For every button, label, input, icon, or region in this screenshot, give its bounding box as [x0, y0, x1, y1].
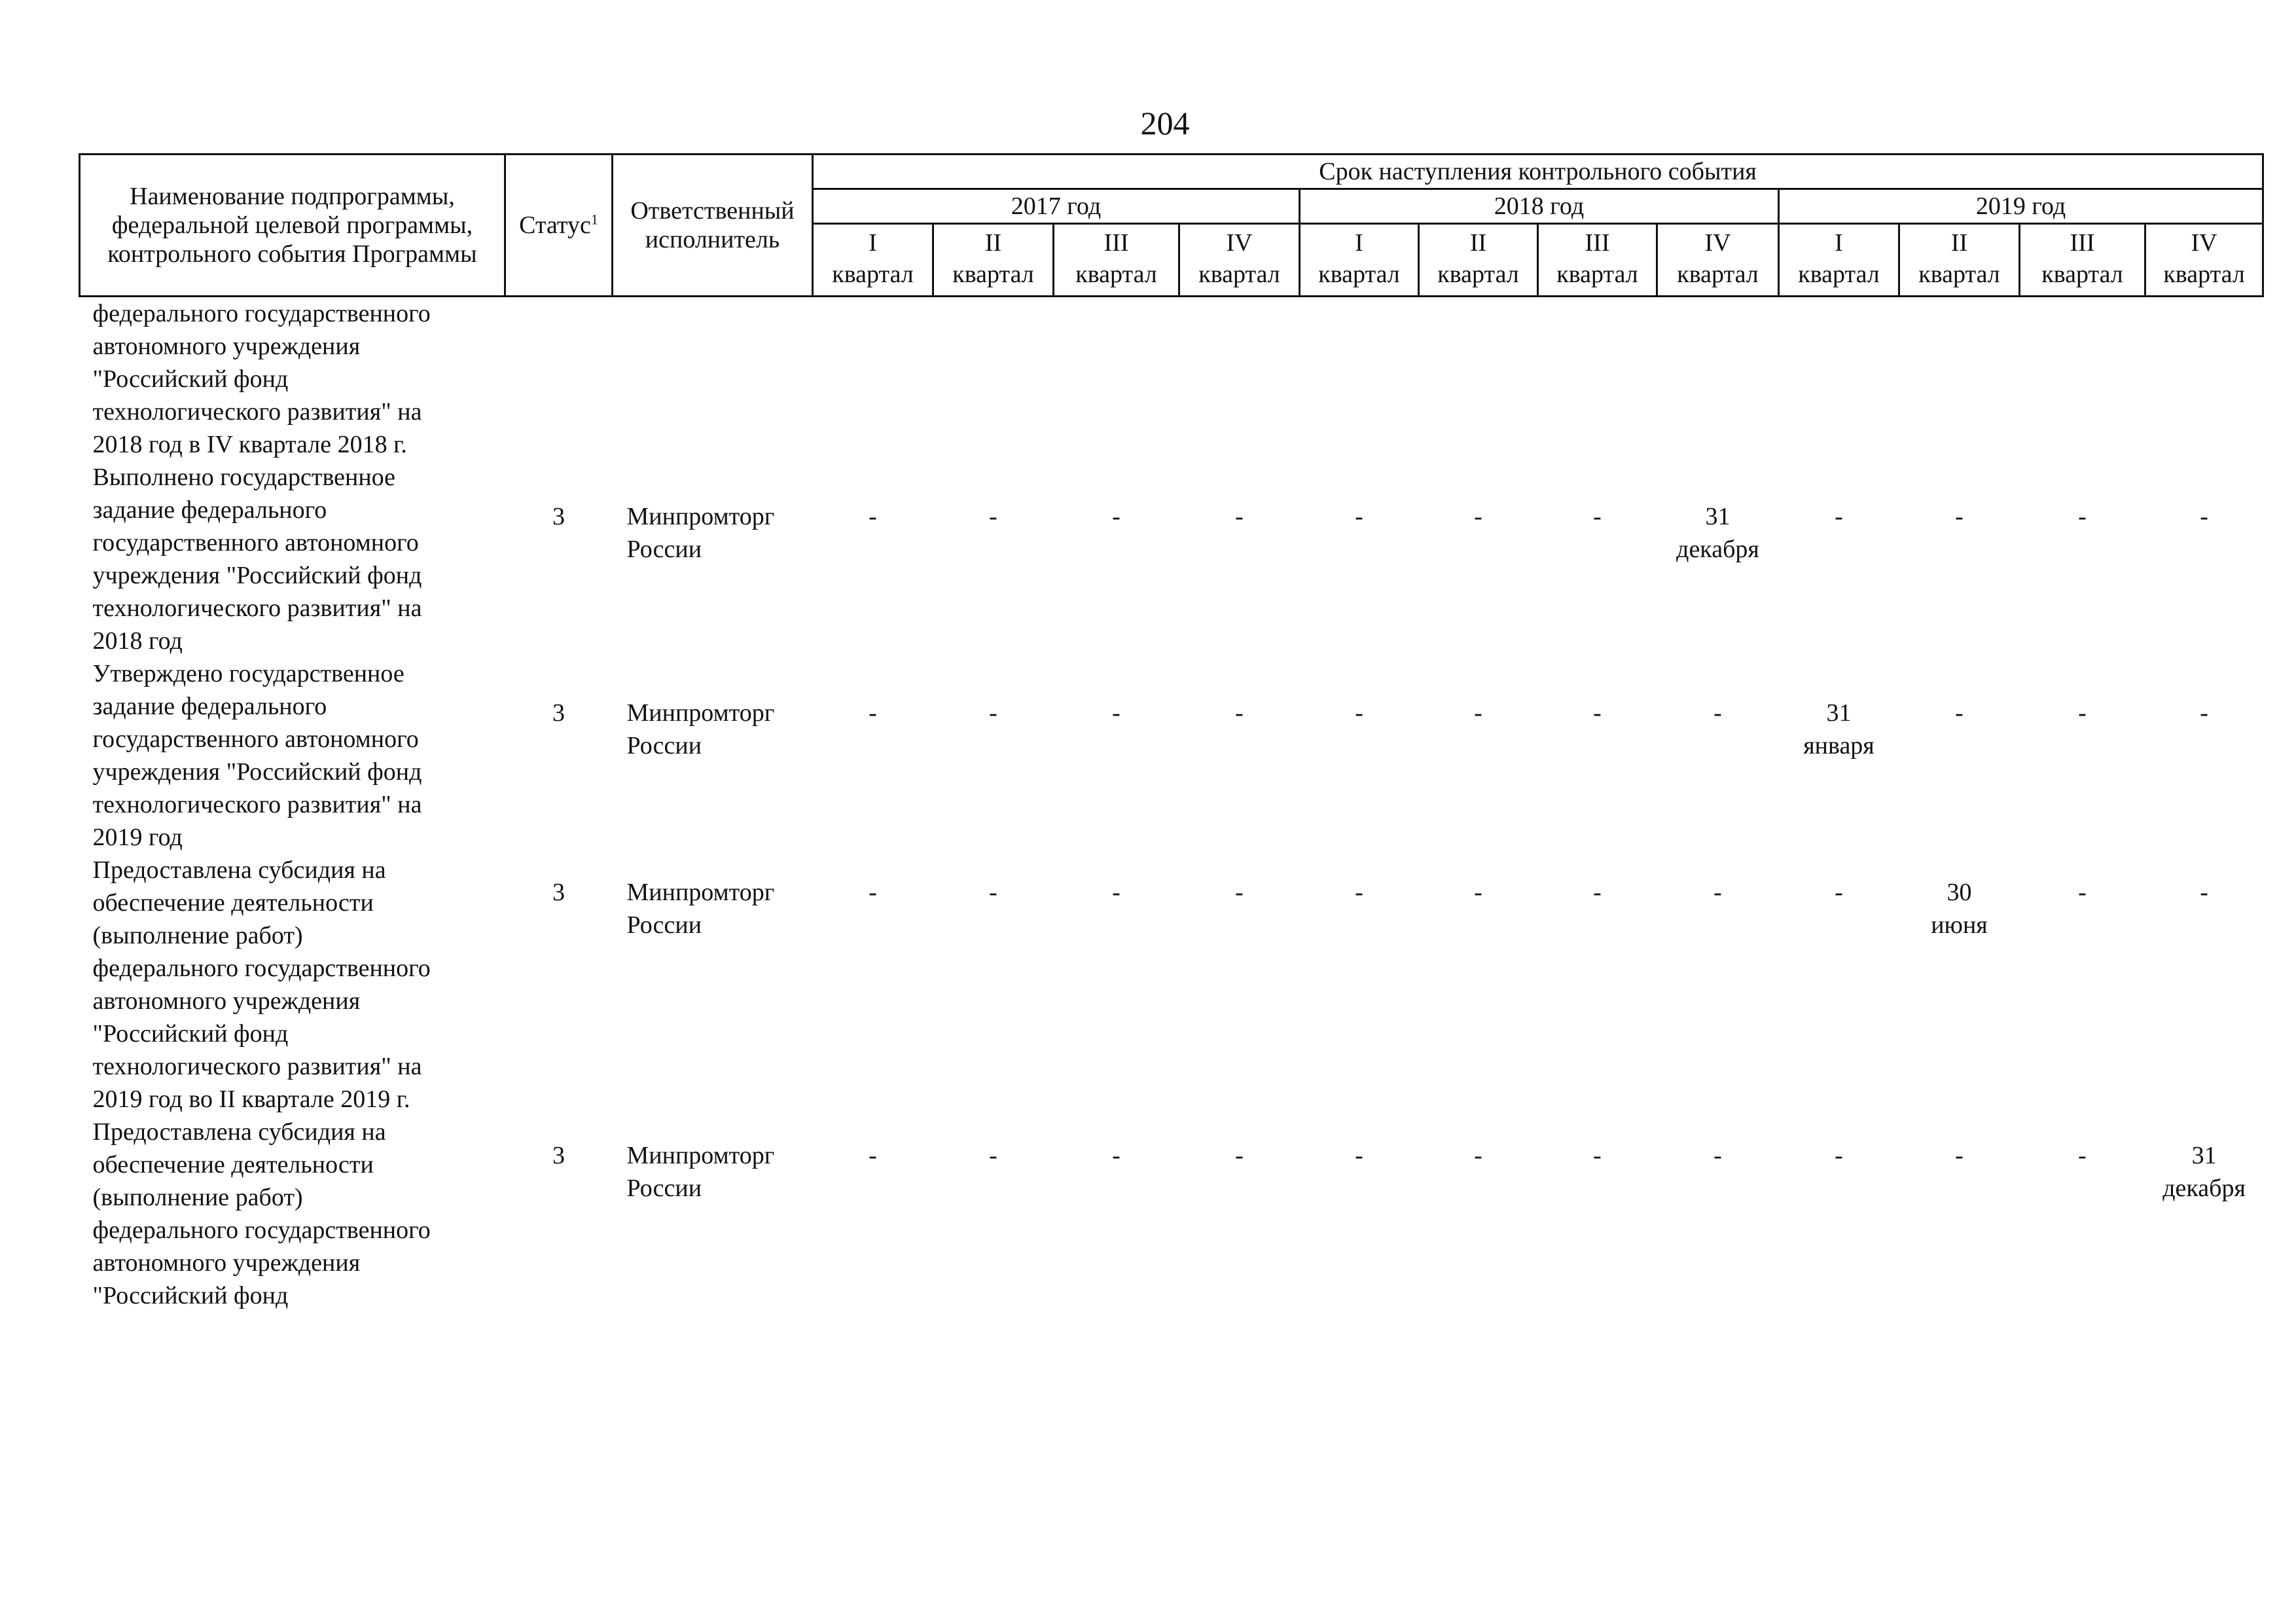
quarter-header — [1179, 224, 1300, 297]
event-name-line: учреждения "Российский фонд — [92, 562, 422, 589]
table-body — [80, 297, 2263, 1313]
table-row — [80, 657, 2263, 854]
quarter-header — [1657, 224, 1779, 297]
event-name-line: Предоставлена субсидия на — [92, 1118, 386, 1146]
quarter-cell: - — [1355, 503, 1363, 530]
quarter-cell: 31 января — [1803, 699, 1874, 759]
quarter-cell: - — [1474, 503, 1482, 530]
quarter-cell: - — [1355, 1142, 1363, 1169]
table-row — [80, 854, 2263, 1116]
event-name-line: "Российский фонд — [92, 365, 289, 393]
name-column-header — [80, 155, 505, 297]
event-name-cell — [80, 461, 505, 657]
quarter-cell — [1779, 297, 1899, 462]
responsible-column-header — [613, 155, 813, 297]
responsible-cell — [613, 854, 813, 1116]
quarter-cell: - — [1474, 879, 1482, 906]
quarter-cell — [1419, 297, 1538, 462]
event-name-cell — [80, 657, 505, 854]
event-name-line: задание федерального — [92, 496, 327, 524]
quarter-word: квартал — [1918, 261, 2000, 288]
quarter-cell: - — [989, 879, 997, 906]
quarter-word: квартал — [832, 261, 914, 288]
status-cell: 3 — [552, 503, 565, 530]
name-header-line: контрольного события Программы — [107, 240, 477, 268]
quarter-numeral: II — [984, 229, 1002, 257]
quarter-cell: - — [869, 1142, 877, 1169]
quarter-cell: - — [2200, 879, 2208, 906]
quarter-numeral: I — [1355, 229, 1363, 257]
event-name-cell — [80, 854, 505, 1116]
quarter-cell: - — [1235, 699, 1244, 727]
event-name-line: федерального государственного — [92, 300, 431, 327]
event-name-line: (выполнение работ) — [92, 1184, 303, 1211]
page-number: 204 — [1140, 105, 1190, 141]
quarter-cell: - — [1593, 879, 1602, 906]
quarter-cell: - — [2200, 699, 2208, 727]
table-header — [80, 155, 2263, 297]
responsible-line: России — [626, 536, 702, 563]
quarter-header — [1779, 224, 1899, 297]
responsible-line: Минпромторг — [626, 1142, 775, 1169]
responsible-line: России — [626, 732, 702, 759]
quarter-header — [2020, 224, 2145, 297]
table-row — [80, 1116, 2263, 1312]
quarter-cell — [933, 297, 1054, 462]
quarter-cell — [1657, 297, 1779, 462]
quarter-header — [1300, 224, 1419, 297]
quarter-word: квартал — [1075, 261, 1157, 288]
responsible-line: Минпромторг — [626, 699, 775, 727]
quarter-numeral: III — [1103, 229, 1129, 257]
quarter-cell: - — [1955, 1142, 1964, 1169]
quarter-header — [1538, 224, 1657, 297]
event-name-cell — [80, 1116, 505, 1312]
event-name-line: автономного учреждения — [92, 1249, 361, 1277]
responsible-cell — [613, 297, 813, 462]
quarter-word: квартал — [2041, 261, 2123, 288]
quarter-cell: - — [1713, 699, 1722, 727]
quarter-cell: - — [2078, 879, 2087, 906]
event-name-line: федерального государственного — [92, 1216, 431, 1244]
quarter-word: квартал — [1677, 261, 1759, 288]
deadline-header: Срок наступления контрольного события — [813, 155, 2263, 189]
quarter-cell: - — [1235, 503, 1244, 530]
quarter-cell — [2020, 297, 2145, 462]
quarter-word: квартал — [1198, 261, 1280, 288]
quarter-cell: - — [1835, 1142, 1843, 1169]
quarter-cell: - — [1955, 503, 1964, 530]
responsible-header-line: Ответственный — [630, 197, 795, 225]
name-header-line: Наименование подпрограммы, — [130, 183, 455, 210]
event-name-line: технологического развития" на — [92, 1053, 422, 1080]
status-cell — [505, 297, 613, 462]
quarter-numeral: IV — [1226, 229, 1253, 257]
quarter-cell — [2145, 297, 2263, 462]
quarter-cell: - — [2200, 503, 2208, 530]
quarter-cell: - — [1593, 503, 1602, 530]
quarter-numeral: I — [1835, 229, 1843, 257]
quarter-header — [813, 224, 933, 297]
quarter-cell: - — [2078, 503, 2087, 530]
quarter-numeral: III — [2070, 229, 2095, 257]
quarter-cell: - — [2078, 1142, 2087, 1169]
event-name-line: "Российский фонд — [92, 1020, 289, 1048]
quarter-cell: 31 декабря — [1676, 503, 1759, 563]
event-name-line: 2019 год во II квартале 2019 г. — [92, 1085, 410, 1113]
quarter-header — [1419, 224, 1538, 297]
event-name-line: государственного автономного — [92, 529, 419, 556]
control-events-table — [79, 153, 2264, 1312]
responsible-header-line: исполнитель — [645, 226, 780, 253]
quarter-cell — [1054, 297, 1179, 462]
event-name-line: 2018 год — [92, 627, 183, 655]
event-name-line: автономного учреждения — [92, 333, 361, 360]
year-2018-header: 2018 год — [1300, 189, 1779, 224]
responsible-line: России — [626, 1175, 702, 1202]
year-2019-header: 2019 год — [1779, 189, 2263, 224]
quarter-cell: - — [989, 1142, 997, 1169]
quarter-word: квартал — [952, 261, 1034, 288]
table-row — [80, 297, 2263, 462]
quarter-cell — [1179, 297, 1300, 462]
quarter-cell: - — [1235, 879, 1244, 906]
quarter-numeral: II — [1469, 229, 1487, 257]
quarter-cell: - — [1835, 503, 1843, 530]
quarter-cell: 30 июня — [1931, 879, 1988, 939]
event-name-line: задание федерального — [92, 693, 327, 720]
quarter-cell: - — [1235, 1142, 1244, 1169]
quarter-header — [1054, 224, 1179, 297]
status-cell: 3 — [552, 699, 565, 727]
status-column-header — [505, 155, 613, 297]
quarter-word: квартал — [1798, 261, 1880, 288]
quarter-word: квартал — [1318, 261, 1400, 288]
event-name-line: технологического развития" на — [92, 791, 422, 818]
quarter-cell: - — [1112, 503, 1121, 530]
quarter-numeral: III — [1585, 229, 1610, 257]
quarter-cell — [1538, 297, 1657, 462]
quarter-cell: - — [869, 503, 877, 530]
event-name-cell — [80, 297, 505, 462]
responsible-line: Минпромторг — [626, 503, 775, 530]
quarter-cell: - — [1713, 1142, 1722, 1169]
responsible-cell — [613, 461, 813, 657]
responsible-line: Минпромторг — [626, 879, 775, 906]
event-name-line: учреждения "Российский фонд — [92, 758, 422, 786]
responsible-cell — [613, 1116, 813, 1312]
quarter-header — [2145, 224, 2263, 297]
year-2017-header: 2017 год — [813, 189, 1300, 224]
event-name-line: обеспечение деятельности — [92, 889, 374, 917]
event-name-line: автономного учреждения — [92, 987, 361, 1015]
quarter-numeral: II — [1950, 229, 1968, 257]
quarter-header — [933, 224, 1054, 297]
quarter-cell: - — [1355, 879, 1363, 906]
quarter-numeral: I — [869, 229, 877, 257]
responsible-line: России — [626, 911, 702, 939]
quarter-cell: - — [1713, 879, 1722, 906]
event-name-line: 2019 год — [92, 824, 183, 851]
quarter-cell: - — [1355, 699, 1363, 727]
event-name-line: Предоставлена субсидия на — [92, 856, 386, 884]
quarter-cell — [1300, 297, 1419, 462]
quarter-header — [1899, 224, 2020, 297]
responsible-cell — [613, 657, 813, 854]
quarter-cell: - — [1593, 699, 1602, 727]
quarter-cell: - — [1474, 1142, 1482, 1169]
quarter-cell: - — [869, 879, 877, 906]
event-name-line: "Российский фонд — [92, 1282, 289, 1309]
name-header-line: федеральной целевой программы, — [111, 211, 473, 239]
event-name-line: государственного автономного — [92, 725, 419, 753]
event-name-line: федерального государственного — [92, 955, 431, 982]
status-cell: 3 — [552, 1142, 565, 1169]
event-name-line: технологического развития" на — [92, 398, 422, 426]
quarter-cell — [1899, 297, 2020, 462]
quarter-cell: - — [869, 699, 877, 727]
quarter-word: квартал — [1437, 261, 1519, 288]
event-name-line: Утверждено государственное — [92, 660, 404, 687]
event-name-line: 2018 год в IV квартале 2018 г. — [92, 431, 407, 458]
quarter-cell — [813, 297, 933, 462]
quarter-word: квартал — [2163, 261, 2245, 288]
quarter-cell: - — [1112, 879, 1121, 906]
quarter-cell: - — [2078, 699, 2087, 727]
event-name-line: технологического развития" на — [92, 594, 422, 622]
quarter-cell: - — [1593, 1142, 1602, 1169]
status-cell: 3 — [552, 879, 565, 906]
quarter-cell: - — [1955, 699, 1964, 727]
quarter-cell: - — [1112, 699, 1121, 727]
quarter-cell: - — [1112, 1142, 1121, 1169]
quarter-numeral: IV — [1704, 229, 1731, 257]
quarter-cell: - — [1474, 699, 1482, 727]
quarter-cell: - — [989, 503, 997, 530]
quarter-cell: - — [989, 699, 997, 727]
quarter-cell: - — [1835, 879, 1843, 906]
status-header-label: Статус — [519, 211, 591, 239]
event-name-line: (выполнение работ) — [92, 922, 303, 949]
status-footnote-mark: 1 — [590, 211, 598, 228]
quarter-cell: 31 декабря — [2162, 1142, 2246, 1202]
event-name-line: Выполнено государственное — [92, 464, 396, 491]
quarter-word: квартал — [1556, 261, 1638, 288]
table-row — [80, 461, 2263, 657]
quarter-numeral: IV — [2191, 229, 2217, 257]
event-name-line: обеспечение деятельности — [92, 1151, 374, 1178]
